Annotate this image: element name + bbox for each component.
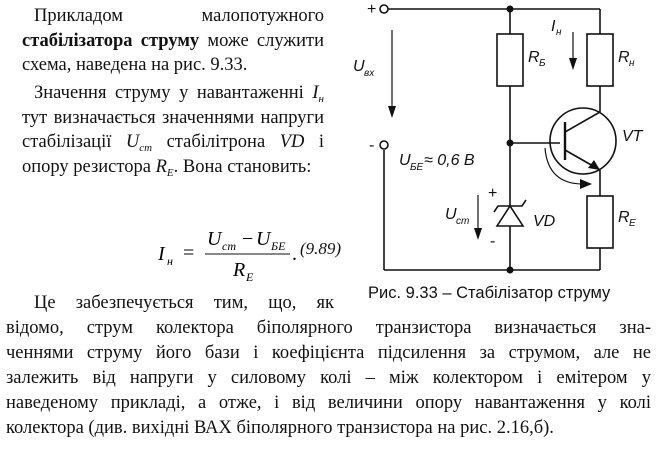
text: . Вона становить: <box>173 156 312 177</box>
transistor-vt <box>550 108 616 174</box>
text-line: наведеному прикладі, а отже, і від величини опору навантаження у колі <box>6 393 651 413</box>
minus-label: - <box>369 137 375 154</box>
formula-num-a-sub: ст <box>222 239 236 253</box>
rn-sub: н <box>629 58 635 69</box>
formula-num-b: U <box>256 228 271 250</box>
resistor-rb <box>497 34 523 86</box>
formula-lhs: I <box>158 243 165 265</box>
text: тут визначається значеннями напруги стабілізації <box>22 107 324 152</box>
text-line: відомо, струм колектора біполярного транзистора визначається зна- <box>6 318 651 338</box>
resistor-re <box>587 196 613 248</box>
plus-label: + <box>367 1 377 18</box>
re-sub: E <box>629 218 636 229</box>
re-label: R <box>618 209 630 226</box>
subscript: E <box>166 166 174 179</box>
figure-caption: Рис. 9.33 – Стабілізатор струму <box>368 284 611 302</box>
paragraph-explanation <box>22 81 324 179</box>
paragraph-intro <box>22 4 324 78</box>
vt-label: VT <box>622 128 643 145</box>
node <box>507 6 514 13</box>
equals-sign: = <box>183 242 195 264</box>
subscript: ст <box>139 142 153 154</box>
symbol: R <box>155 156 167 177</box>
in-label: I <box>551 18 556 35</box>
text: і опору резистора <box>22 132 325 177</box>
equation-number: (9.89) <box>300 239 342 258</box>
ust-sub: ст <box>456 216 470 227</box>
ube-arrowhead <box>580 179 592 189</box>
rb-label: R <box>528 49 540 66</box>
subscript: н <box>318 93 324 105</box>
text: Значення струму у навантаженні <box>34 83 304 103</box>
vd-minus-label: - <box>490 233 496 250</box>
resistor-rn <box>587 34 613 86</box>
text: може служити схема, наведена на рис. 9.33. <box>22 30 325 75</box>
vd-plus-label: + <box>488 185 498 202</box>
symbol: U <box>125 132 140 152</box>
in-arrowhead <box>569 58 577 70</box>
text-line: колектора (див. вихідні ВАХ біполярного транзистора на рис. 2.16,б). <box>6 418 554 438</box>
formula-den: R <box>233 259 246 281</box>
ust-label: U <box>445 206 457 223</box>
symbol: I <box>312 83 319 103</box>
terminal-minus <box>380 141 388 149</box>
zener-diode-vd <box>497 206 523 226</box>
formula-tail: . <box>292 243 297 265</box>
ube-value: ≈ 0,6 В <box>424 152 475 169</box>
uin-label: U <box>353 58 365 75</box>
formula-minus: − <box>242 228 254 250</box>
ube-sub: БЕ <box>410 162 424 173</box>
vd-label: VD <box>533 213 556 230</box>
node <box>507 267 514 274</box>
terminal-plus <box>380 5 388 13</box>
transistor-collector <box>565 112 600 132</box>
formula-num-a: U <box>207 228 222 250</box>
bold-term: стабілізатора струму <box>22 30 200 51</box>
uin-arrowhead <box>388 106 396 118</box>
text: стабілітрона <box>166 132 266 152</box>
rb-sub: Б <box>539 58 546 69</box>
formula-lhs-sub: н <box>167 254 173 268</box>
formula-num-b-sub: БЕ <box>271 239 286 253</box>
text: Прикладом малопотужного <box>34 6 324 26</box>
ube-label: U <box>399 152 411 169</box>
text-line: ченнями струму його бази і коефіцієнта підсилення за струмом, але не <box>6 343 651 363</box>
node <box>507 140 514 147</box>
rn-label: R <box>618 49 630 66</box>
ust-arrowhead <box>474 228 482 240</box>
text-line: Це забезпечується тим, що, як <box>34 293 334 313</box>
symbol: VD <box>279 132 305 152</box>
circuit-diagram <box>335 0 657 285</box>
uin-sub: вх <box>364 68 375 79</box>
text-line: залежить від напруги у силовому колі – між колектором і емітером у <box>6 368 651 388</box>
formula-den-sub: E <box>246 270 254 284</box>
in-sub: н <box>556 27 562 38</box>
